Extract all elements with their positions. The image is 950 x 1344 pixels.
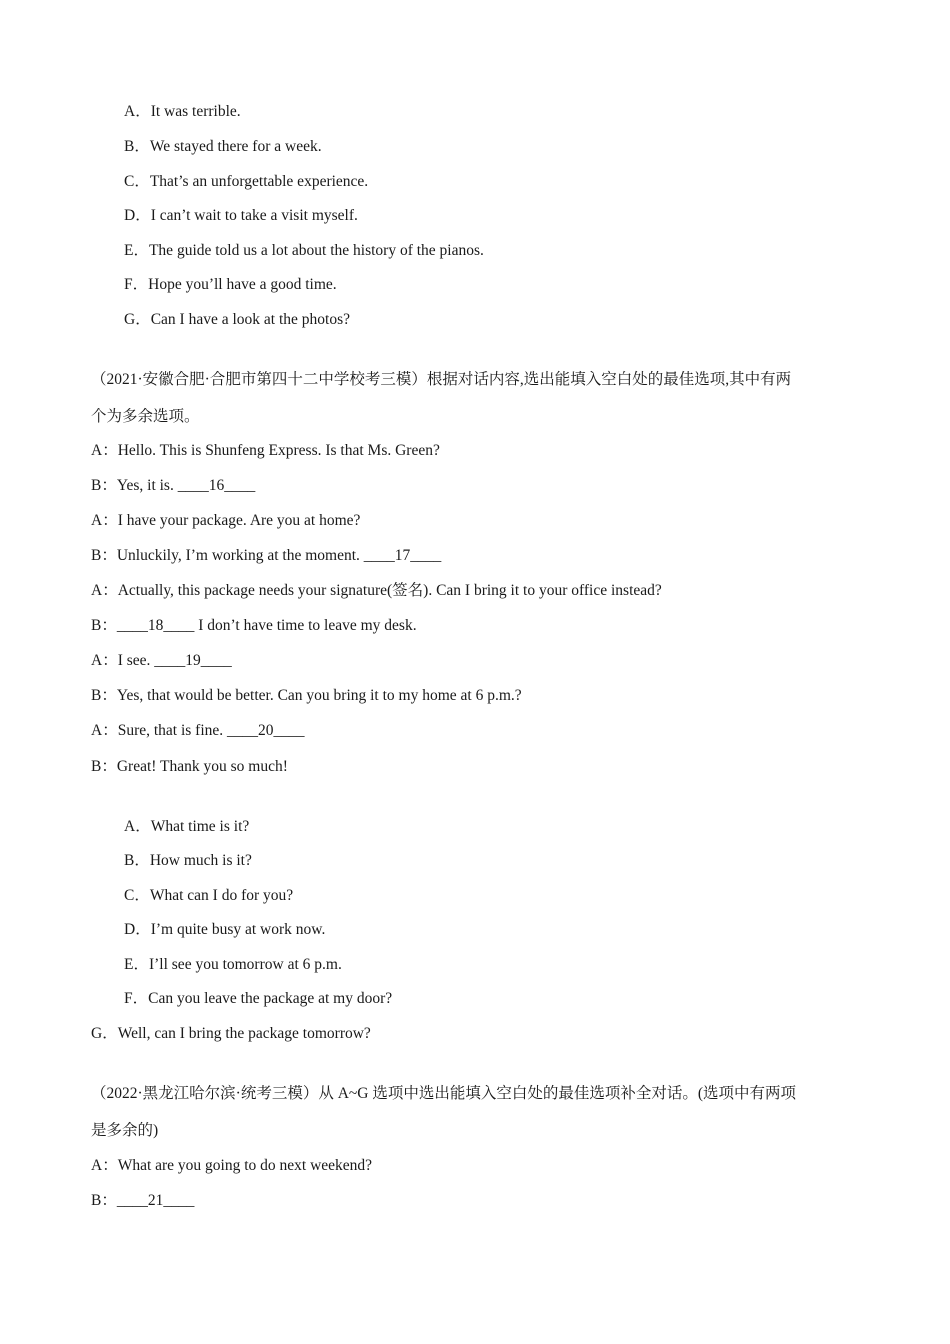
dialogue-line: B：Yes, that would be better. Can you bring it to my home at 6 p.m.? bbox=[91, 687, 522, 704]
dialogue-line: A：What are you going to do next weekend? bbox=[91, 1157, 373, 1174]
dialogue-line: A：I see. ____19____ bbox=[91, 652, 232, 669]
option-f: F．Can you leave the package at my door? bbox=[124, 990, 393, 1007]
section2-instructions: （2021·安徽合肥·合肥市第四十二中学校考三模）根据对话内容,选出能填入空白处的最佳选项,其中有两 bbox=[91, 371, 792, 388]
option-e: E．I’ll see you tomorrow at 6 p.m. bbox=[124, 956, 342, 973]
option-f: F．Hope you’ll have a good time. bbox=[124, 276, 337, 293]
option-b: B．We stayed there for a week. bbox=[124, 138, 322, 155]
option-d: D．I’m quite busy at work now. bbox=[124, 921, 326, 938]
dialogue-line: B：Unluckily, I’m working at the moment. ____17____ bbox=[91, 547, 442, 564]
dialogue-line: A：I have your package. Are you at home? bbox=[91, 512, 361, 529]
option-e: E．The guide told us a lot about the history of the pianos. bbox=[124, 242, 484, 259]
option-d: D．I can’t wait to take a visit myself. bbox=[124, 207, 358, 224]
section3-instructions-cont: 是多余的) bbox=[91, 1122, 159, 1139]
option-a: A．It was terrible. bbox=[124, 103, 241, 120]
option-b: B．How much is it? bbox=[124, 852, 252, 869]
dialogue-line: A：Actually, this package needs your signature(签名). Can I bring it to your office instead? bbox=[91, 582, 662, 599]
option-g: G．Well, can I bring the package tomorrow? bbox=[91, 1025, 371, 1042]
section3-instructions: （2022·黑龙江哈尔滨·统考三模）从 A~G 选项中选出能填入空白处的最佳选项补全对话。(选项中有两项 bbox=[91, 1085, 797, 1102]
dialogue-line: B：Yes, it is. ____16____ bbox=[91, 477, 256, 494]
dialogue-line: B：____21____ bbox=[91, 1192, 195, 1209]
option-c: C．What can I do for you? bbox=[124, 887, 294, 904]
dialogue-line: B：____18____ I don’t have time to leave my desk. bbox=[91, 617, 417, 634]
option-a: A．What time is it? bbox=[124, 818, 250, 835]
dialogue-line: A：Sure, that is fine. ____20____ bbox=[91, 722, 305, 739]
dialogue-line: B：Great! Thank you so much! bbox=[91, 758, 288, 775]
option-g: G．Can I have a look at the photos? bbox=[124, 311, 350, 328]
section2-instructions-cont: 个为多余选项。 bbox=[91, 408, 200, 425]
dialogue-line: A：Hello. This is Shunfeng Express. Is that Ms. Green? bbox=[91, 442, 440, 459]
option-c: C．That’s an unforgettable experience. bbox=[124, 173, 369, 190]
